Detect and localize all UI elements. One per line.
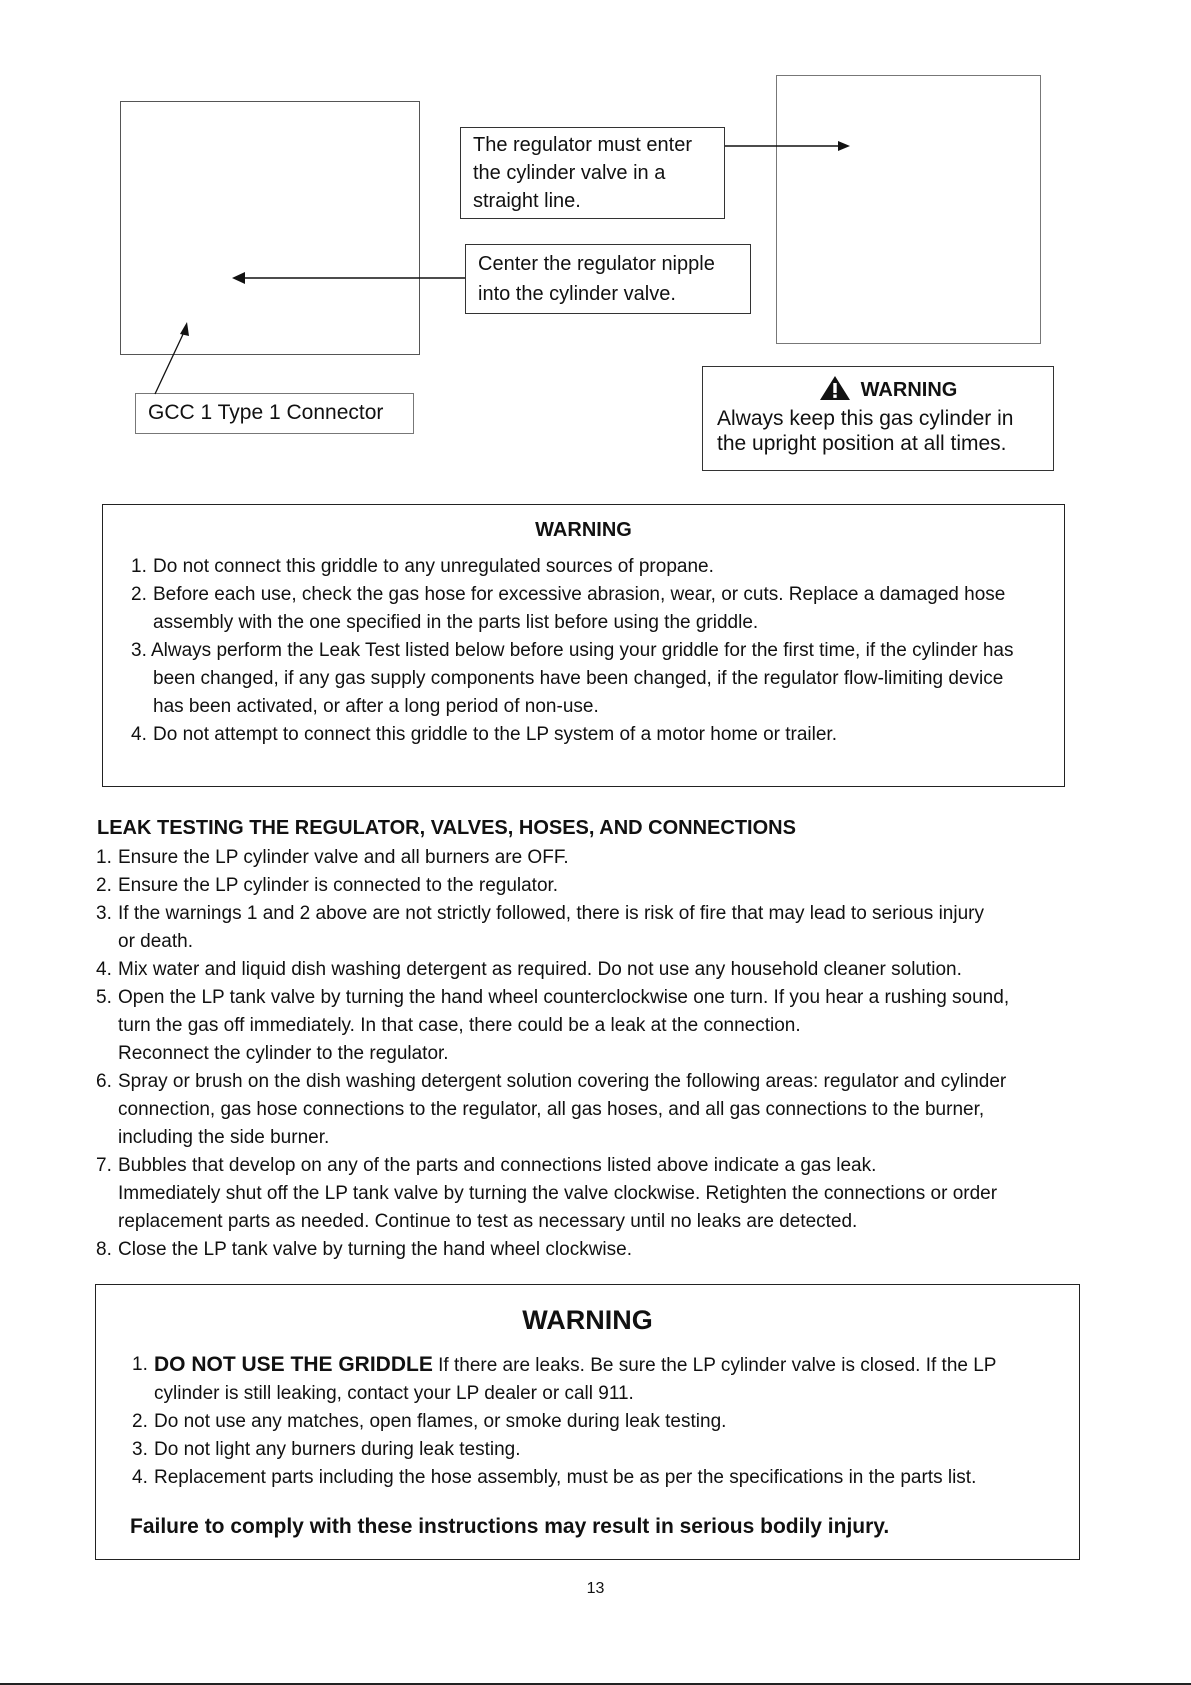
step-line: Immediately shut off the LP tank valve by turning the valve clockwise. Retighten the connections or order (118, 1183, 998, 1204)
warning-item (132, 1351, 1079, 1408)
warning-item (131, 553, 1064, 581)
item-line: Always perform the Leak Test listed below before using your griddle for the first time, if the cylinder has (151, 640, 1014, 661)
warning-footer: Failure to comply with these instructions may result in serious bodily injury. (130, 1515, 890, 1538)
item-number: 3. (132, 1439, 148, 1460)
warning-list (132, 1351, 1079, 1492)
step-line: including the side burner. (118, 1127, 330, 1148)
item-line: cylinder is still leaking, contact your LP dealer or call 911. (154, 1383, 634, 1404)
step-line: Bubbles that develop on any of the parts and connections listed above indicate a gas leak. (118, 1155, 877, 1176)
arrowhead-left (232, 272, 245, 284)
warning-item (131, 637, 1064, 721)
page-number: 13 (586, 1580, 605, 1597)
warning-item (131, 581, 1064, 637)
diagram-leader-lines (0, 0, 1191, 480)
callout-line: Center the regulator nipple (478, 253, 715, 275)
item-number: 2. (131, 584, 147, 605)
step-number: 5. (96, 987, 112, 1008)
step-line: turn the gas off immediately. In that case, there could be a leak at the connection. (118, 1015, 801, 1036)
leak-test-step (96, 956, 1176, 984)
step-number: 4. (96, 959, 112, 980)
leak-test-step (96, 872, 1176, 900)
step-number: 7. (96, 1155, 112, 1176)
item-line: has been activated, or after a long period of non-use. (153, 696, 599, 717)
item-number: 1. (131, 556, 147, 577)
item-line: Replacement parts including the hose assembly, must be as per the specifications in the parts list. (154, 1467, 977, 1488)
upright-warning-line: Always keep this gas cylinder in (717, 407, 1014, 430)
upright-warning-line: the upright position at all times. (717, 432, 1007, 455)
upright-warning-title: WARNING (860, 379, 958, 401)
connector-leader (155, 330, 185, 394)
step-line: Ensure the LP cylinder is connected to the regulator. (118, 875, 559, 896)
callout-line: into the cylinder valve. (478, 283, 676, 305)
step-line: If the warnings 1 and 2 above are not strictly followed, there is risk of fire that may lead to serious injury (118, 903, 984, 924)
step-line: Mix water and liquid dish washing detergent as required. Do not use any household cleaner solution. (118, 959, 962, 980)
step-line: Reconnect the cylinder to the regulator. (118, 1043, 449, 1064)
leak-test-step (96, 984, 1176, 1068)
item-number: 1. (132, 1354, 148, 1375)
item-line: Do not use any matches, open flames, or smoke during leak testing. (154, 1411, 727, 1432)
leak-test-step (96, 1068, 1176, 1152)
warning-list (131, 553, 1064, 749)
leak-test-step (96, 900, 1176, 956)
warning-item (131, 721, 1064, 749)
item-number: 4. (132, 1467, 148, 1488)
warning-box-leaks (95, 1284, 1080, 1560)
connector-label-text: GCC 1 Type 1 Connector (148, 401, 384, 424)
step-line: Spray or brush on the dish washing detergent solution covering the following areas: regulator and cylinder (118, 1071, 1007, 1092)
step-line: replacement parts as needed. Continue to test as necessary until no leaks are detected. (118, 1211, 858, 1232)
warning-item (132, 1436, 1079, 1464)
callout-line: straight line. (473, 190, 581, 212)
callout-line: the cylinder valve in a (473, 162, 666, 184)
callout-line: The regulator must enter (473, 134, 692, 156)
step-line: or death. (118, 931, 193, 952)
warning-item (132, 1464, 1079, 1492)
step-line: Close the LP tank valve by turning the hand wheel clockwise. (118, 1239, 633, 1260)
step-line: Ensure the LP cylinder valve and all burners are OFF. (118, 847, 569, 868)
step-number: 1. (96, 847, 112, 868)
leak-test-list (96, 844, 1176, 1264)
arrowhead-up (180, 322, 189, 336)
warning-box-connections (102, 504, 1065, 787)
arrowhead-right (838, 141, 850, 151)
step-number: 6. (96, 1071, 112, 1092)
leak-test-step (96, 1236, 1176, 1264)
item-number: 2. (132, 1411, 148, 1432)
step-number: 8. (96, 1239, 112, 1260)
step-number: 2. (96, 875, 112, 896)
step-line: connection, gas hose connections to the regulator, all gas hoses, and all gas connections to the burner, (118, 1099, 985, 1120)
item-line: been changed, if any gas supply components have been changed, if the regulator flow-limiting device (153, 668, 1004, 689)
leak-test-step (96, 844, 1176, 872)
item-line: Do not attempt to connect this griddle to the LP system of a motor home or trailer. (153, 724, 837, 745)
leak-test-step (96, 1152, 1176, 1236)
item-line: Do not connect this griddle to any unregulated sources of propane. (153, 556, 714, 577)
item-line: Do not light any burners during leak testing. (154, 1439, 521, 1460)
item-line: assembly with the one specified in the parts list before using the griddle. (153, 612, 759, 633)
leak-test-heading: LEAK TESTING THE REGULATOR, VALVES, HOSES, AND CONNECTIONS (97, 817, 796, 839)
item-line (154, 1351, 1079, 1380)
warning-title: WARNING (535, 519, 632, 541)
item-text: If there are leaks. Be sure the LP cylinder valve is closed. If the LP (432, 1355, 997, 1376)
item-number: 4. (131, 724, 147, 745)
do-not-use-emphasis: DO NOT USE THE GRIDDLE (154, 1353, 433, 1376)
step-line: Open the LP tank valve by turning the hand wheel counterclockwise one turn. If you hear a rushing sound, (118, 987, 1010, 1008)
warning-title: WARNING (522, 1305, 653, 1335)
item-number: 3. (131, 640, 147, 661)
warning-item (132, 1408, 1079, 1436)
item-line: Before each use, check the gas hose for excessive abrasion, wear, or cuts. Replace a damaged hose (153, 584, 1006, 605)
step-number: 3. (96, 903, 112, 924)
